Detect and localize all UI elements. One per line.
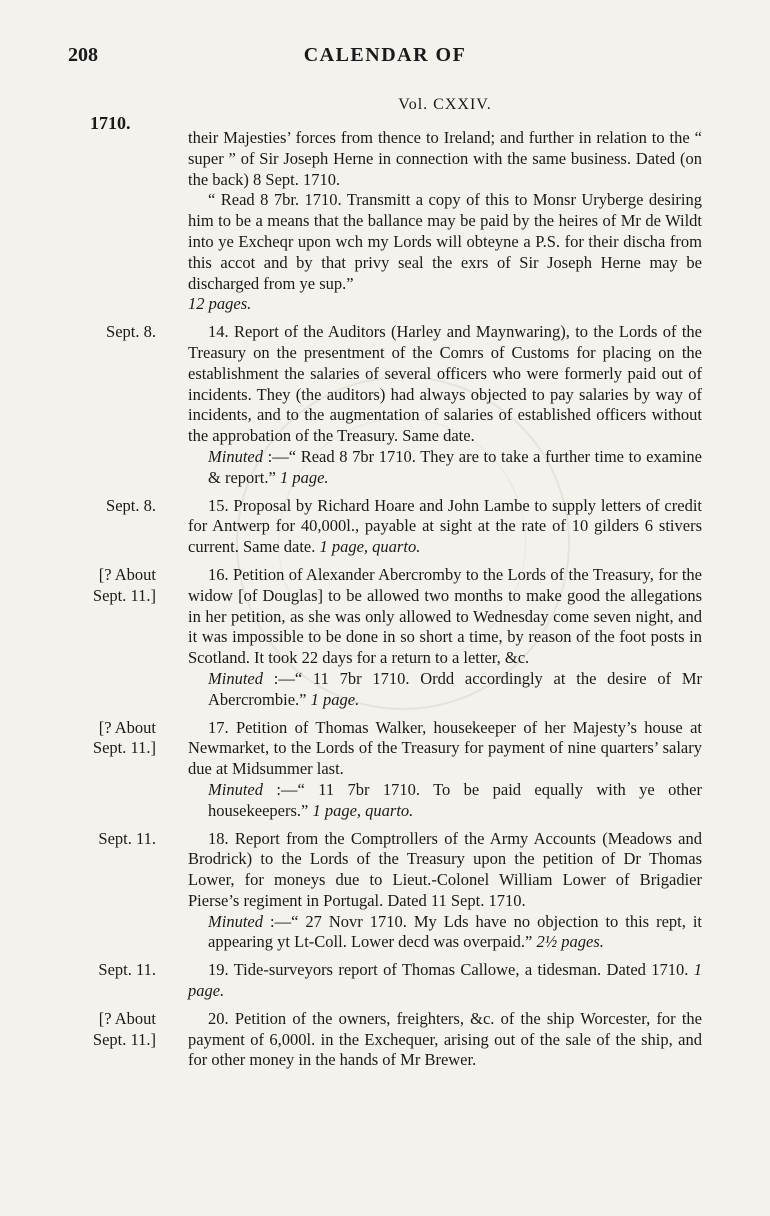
entry-date: Sept. 11. [98,828,156,848]
entry-date: Sept. 8. [106,495,156,515]
entry-17 [0,718,770,822]
minute-text: :—“ 11 7br 1710. Ordd accordingly at the desire of Mr Abercrombie.” [208,668,702,709]
entry-18 [0,829,770,954]
volume-heading: Vol. CXXIV. [398,96,492,113]
running-title: CALENDAR OF [303,44,467,66]
running-header [68,44,702,76]
entry-text: 16. Petition of Alexander Abercromby to the Lords of the Treasury, for the widow [of Douglas] to be allowed two months to make good the allegations in her petition, as she was only allowed to Wednesday come seven night, and it was impossible to be done in so short a time, by reason of the foot posts in Scotland. It took 22 days for a return to a letter, &c. [188,564,702,668]
entry-pages: 1 page. [306,689,360,709]
minute-label: Minuted [208,446,263,466]
entry-20 [0,1009,770,1071]
minute-text: :—“ 27 Novr 1710. My Lds have no objection to this rept, it appearing yt Lt-Coll. Lower decd was overpaid.” [208,911,702,952]
continuation-text: their Majesties’ forces from thence to Ireland; and further in relation to the “ super ” of Sir Joseph Herne in connection with the same business. Dated (on the back) 8 Sept. 1710. [188,128,702,189]
entry-pages: 1 page. [275,467,329,487]
entries [0,128,770,1078]
entry-16 [0,565,770,711]
entry-text: 18. Report from the Comptrollers of the Army Accounts (Meadows and Brodrick) to the Lords of the Treasury upon the petition of Dr Thomas Lower, for moneys due to Lieut.-Colonel William Lower of Brigadier Pierse’s regiment in Portugal. Dated 11 Sept. 1710. [188,828,702,910]
entry-19 [0,960,770,1002]
entry-pages: 1 page. [188,960,703,1001]
entry-text: 17. Petition of Thomas Walker, housekeeper of her Majesty’s house at Newmarket, to the Lords of the Treasury for payment of nine quarters’ salary due at Midsummer last. [188,717,702,779]
minute-text: :—“ Read 8 7br 1710. They are to take a further time to examine & report.” [208,446,702,487]
entry-date: [? About Sept. 11.] [92,1008,156,1049]
year-margin: 1710. [90,113,131,133]
minute-text: :—“ 11 7br 1710. To be paid equally with ye other housekeepers.” [208,779,702,820]
continuation-pages: 12 pages. [188,294,252,314]
entry-15 [0,496,770,558]
minute-label: Minuted [208,668,263,688]
minute-label: Minuted [208,911,263,931]
entry-pages: 2½ pages. [532,932,604,952]
continuation-minute: “ Read 8 7br. 1710. Transmitt a copy of this to Monsr Uryberge desiring him to be a means that the ballance may be paid by the heires of Mr de Wildt into ye Excheqr upon wch my Lords will obteyne a P.S. for their discha from this accot and by that privy seal the exrs of Sir Joseph Herne may be discharged from ye sup.” [188,190,702,293]
continuation-entry [0,128,770,315]
entry-date: Sept. 11. [98,960,156,980]
entry-text: 20. Petition of the owners, freighters, &c. of the ship Worcester, for the payment of 6,000l. in the Exchequer, arising out of the sale of the ship, and for other money in the hands of Mr Brewer. [188,1008,702,1070]
entry-text: 15. Proposal by Richard Hoare and John Lambe to supply letters of credit for Antwerp for 40,000l., payable at sight at the rate of 10 gilders 6 stivers current. Same date. [188,495,702,557]
minute-label: Minuted [208,779,263,799]
entry-text: 19. Tide-surveyors report of Thomas Callowe, a tidesman. Dated 1710. [208,960,689,980]
entry-text: 14. Report of the Auditors (Harley and Maynwaring), to the Lords of the Treasury on the presentment of the Comrs of Customs for placing on the establishment the salaries of several officers who were formerly paid out of incidents. They (the auditors) had always objected to pay salaries by way of incidents, and to the augmentation of salaries of established officers without the approbation of the Treasury. Same date. [188,322,702,446]
page-number: 208 [68,44,98,66]
entry-pages: 1 page, quarto. [308,800,414,820]
entry-14 [0,322,770,488]
entry-date: [? About Sept. 11.] [92,564,156,605]
entry-date: Sept. 8. [106,322,156,342]
entry-date: [? About Sept. 11.] [92,717,156,758]
entry-pages: 1 page, quarto. [315,537,421,557]
